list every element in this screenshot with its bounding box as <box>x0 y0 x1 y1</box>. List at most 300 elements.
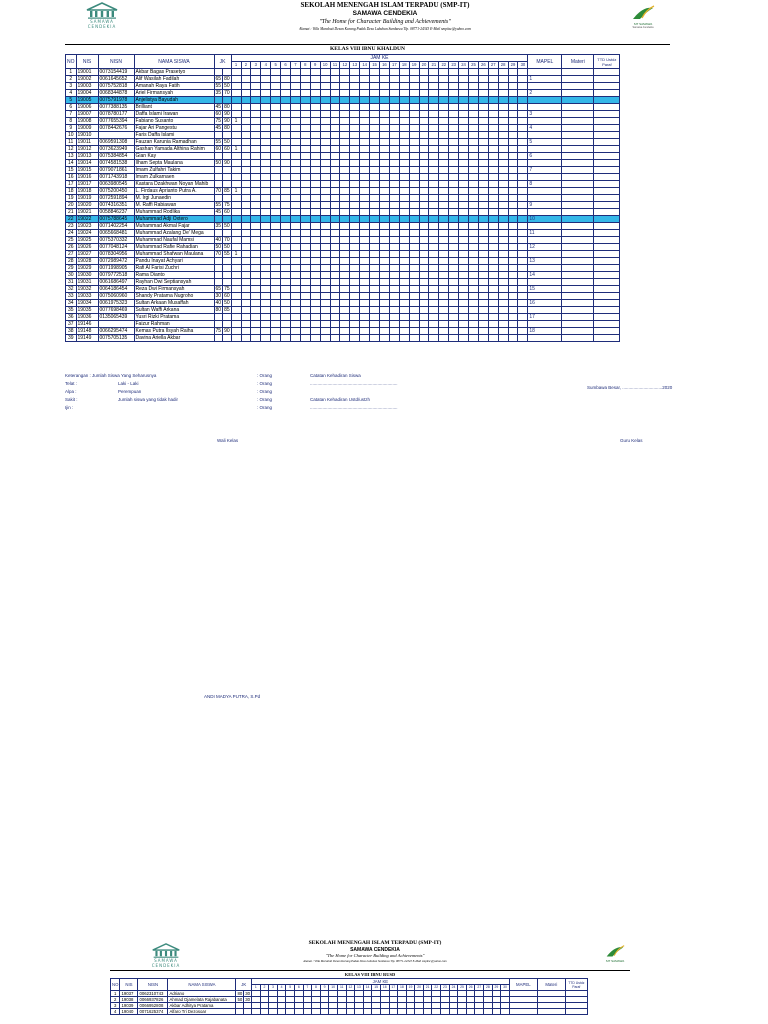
attendance-cell[interactable] <box>449 104 459 111</box>
attendance-cell[interactable] <box>429 202 439 209</box>
attendance-cell[interactable] <box>399 293 409 300</box>
attendance-cell[interactable] <box>478 314 488 321</box>
attendance-cell[interactable] <box>300 279 310 286</box>
attendance-cell[interactable] <box>409 286 419 293</box>
attendance-cell[interactable] <box>478 160 488 167</box>
attendance-cell[interactable] <box>409 279 419 286</box>
attendance-cell[interactable] <box>469 209 479 216</box>
attendance-cell[interactable] <box>271 195 281 202</box>
attendance-cell[interactable] <box>281 335 291 342</box>
attendance-cell[interactable] <box>409 223 419 230</box>
attendance-cell[interactable] <box>389 300 399 307</box>
attendance-cell[interactable] <box>449 76 459 83</box>
attendance-cell[interactable] <box>419 90 429 97</box>
attendance-cell[interactable] <box>409 265 419 272</box>
attendance-cell[interactable] <box>346 1009 355 1015</box>
attendance-cell[interactable] <box>439 167 449 174</box>
attendance-cell[interactable] <box>231 160 241 167</box>
attendance-cell[interactable] <box>330 328 340 335</box>
attendance-cell[interactable] <box>498 188 508 195</box>
attendance-cell[interactable] <box>241 223 251 230</box>
attendance-cell[interactable] <box>501 1009 510 1015</box>
attendance-cell[interactable] <box>439 293 449 300</box>
attendance-cell[interactable] <box>488 202 498 209</box>
attendance-cell[interactable] <box>231 125 241 132</box>
attendance-cell[interactable] <box>419 111 429 118</box>
attendance-cell[interactable] <box>488 321 498 328</box>
attendance-cell[interactable] <box>330 167 340 174</box>
attendance-cell[interactable] <box>310 230 320 237</box>
attendance-cell[interactable] <box>498 237 508 244</box>
attendance-cell[interactable] <box>488 125 498 132</box>
attendance-cell[interactable] <box>310 244 320 251</box>
attendance-cell[interactable] <box>290 272 300 279</box>
attendance-cell[interactable] <box>350 209 360 216</box>
attendance-cell[interactable] <box>290 244 300 251</box>
attendance-cell[interactable] <box>379 160 389 167</box>
attendance-cell[interactable] <box>300 230 310 237</box>
attendance-cell[interactable] <box>320 118 330 125</box>
attendance-cell[interactable] <box>300 223 310 230</box>
attendance-cell[interactable] <box>261 237 271 244</box>
attendance-cell[interactable] <box>478 321 488 328</box>
attendance-cell[interactable] <box>498 195 508 202</box>
attendance-cell[interactable] <box>508 139 518 146</box>
attendance-cell[interactable] <box>449 188 459 195</box>
attendance-cell[interactable] <box>459 139 469 146</box>
attendance-cell[interactable] <box>310 307 320 314</box>
attendance-cell[interactable] <box>310 293 320 300</box>
attendance-cell[interactable] <box>281 83 291 90</box>
attendance-cell[interactable] <box>478 188 488 195</box>
attendance-cell[interactable] <box>488 258 498 265</box>
attendance-cell[interactable] <box>340 132 350 139</box>
attendance-cell[interactable] <box>439 188 449 195</box>
attendance-cell[interactable] <box>360 272 370 279</box>
attendance-cell[interactable] <box>518 265 528 272</box>
attendance-cell[interactable] <box>231 181 241 188</box>
attendance-cell[interactable] <box>320 132 330 139</box>
attendance-cell[interactable] <box>518 286 528 293</box>
attendance-cell[interactable] <box>478 265 488 272</box>
attendance-cell[interactable] <box>330 216 340 223</box>
attendance-cell[interactable] <box>231 83 241 90</box>
attendance-cell[interactable] <box>518 258 528 265</box>
attendance-cell[interactable] <box>281 244 291 251</box>
attendance-cell[interactable] <box>459 90 469 97</box>
attendance-cell[interactable] <box>379 139 389 146</box>
attendance-cell[interactable] <box>251 293 261 300</box>
attendance-cell[interactable] <box>449 328 459 335</box>
attendance-cell[interactable] <box>429 237 439 244</box>
attendance-cell[interactable] <box>290 69 300 76</box>
attendance-cell[interactable] <box>469 76 479 83</box>
attendance-cell[interactable] <box>290 167 300 174</box>
attendance-cell[interactable] <box>231 293 241 300</box>
attendance-cell[interactable] <box>488 160 498 167</box>
attendance-cell[interactable] <box>478 272 488 279</box>
attendance-cell[interactable] <box>469 265 479 272</box>
attendance-cell[interactable] <box>459 223 469 230</box>
attendance-cell[interactable] <box>261 272 271 279</box>
attendance-cell[interactable] <box>340 258 350 265</box>
attendance-cell[interactable] <box>261 223 271 230</box>
attendance-cell[interactable] <box>459 83 469 90</box>
attendance-cell[interactable] <box>508 293 518 300</box>
attendance-cell[interactable] <box>251 265 261 272</box>
attendance-cell[interactable] <box>439 237 449 244</box>
attendance-cell[interactable] <box>251 209 261 216</box>
attendance-cell[interactable] <box>290 230 300 237</box>
attendance-cell[interactable] <box>498 146 508 153</box>
attendance-cell[interactable] <box>310 69 320 76</box>
attendance-cell[interactable] <box>231 328 241 335</box>
attendance-cell[interactable] <box>419 314 429 321</box>
attendance-cell[interactable] <box>459 111 469 118</box>
attendance-cell[interactable] <box>469 244 479 251</box>
attendance-cell[interactable] <box>488 307 498 314</box>
attendance-cell[interactable] <box>320 251 330 258</box>
attendance-cell[interactable] <box>320 244 330 251</box>
attendance-cell[interactable] <box>281 97 291 104</box>
attendance-cell[interactable] <box>439 111 449 118</box>
attendance-cell[interactable] <box>399 195 409 202</box>
attendance-cell[interactable] <box>290 279 300 286</box>
attendance-cell[interactable] <box>508 76 518 83</box>
attendance-cell[interactable] <box>360 76 370 83</box>
attendance-cell[interactable] <box>459 167 469 174</box>
attendance-cell[interactable] <box>409 293 419 300</box>
attendance-cell[interactable] <box>231 174 241 181</box>
attendance-cell[interactable] <box>340 216 350 223</box>
attendance-cell[interactable] <box>399 328 409 335</box>
attendance-cell[interactable] <box>261 244 271 251</box>
attendance-cell[interactable] <box>310 146 320 153</box>
attendance-cell[interactable] <box>261 97 271 104</box>
attendance-cell[interactable] <box>300 153 310 160</box>
attendance-cell[interactable] <box>271 90 281 97</box>
attendance-cell[interactable] <box>281 202 291 209</box>
attendance-cell[interactable] <box>350 188 360 195</box>
attendance-cell[interactable] <box>459 69 469 76</box>
attendance-cell[interactable] <box>449 258 459 265</box>
attendance-cell[interactable] <box>300 258 310 265</box>
attendance-cell[interactable] <box>498 307 508 314</box>
attendance-cell[interactable] <box>469 139 479 146</box>
attendance-cell[interactable] <box>498 272 508 279</box>
attendance-cell[interactable] <box>231 230 241 237</box>
attendance-cell[interactable] <box>469 188 479 195</box>
attendance-cell[interactable] <box>419 97 429 104</box>
attendance-cell[interactable] <box>498 293 508 300</box>
attendance-cell[interactable] <box>251 125 261 132</box>
attendance-cell[interactable] <box>498 202 508 209</box>
attendance-cell[interactable] <box>488 146 498 153</box>
attendance-cell[interactable] <box>252 1009 261 1015</box>
attendance-cell[interactable] <box>498 244 508 251</box>
attendance-cell[interactable] <box>300 244 310 251</box>
attendance-cell[interactable] <box>340 76 350 83</box>
attendance-cell[interactable] <box>459 181 469 188</box>
attendance-cell[interactable] <box>439 265 449 272</box>
attendance-cell[interactable] <box>458 1009 467 1015</box>
attendance-cell[interactable] <box>419 265 429 272</box>
attendance-cell[interactable] <box>310 216 320 223</box>
attendance-cell[interactable] <box>449 223 459 230</box>
attendance-cell[interactable] <box>488 188 498 195</box>
attendance-cell[interactable] <box>379 125 389 132</box>
attendance-cell[interactable] <box>449 83 459 90</box>
attendance-cell[interactable] <box>271 125 281 132</box>
attendance-cell[interactable] <box>518 118 528 125</box>
attendance-cell[interactable] <box>241 272 251 279</box>
attendance-cell[interactable] <box>340 293 350 300</box>
attendance-cell[interactable] <box>478 251 488 258</box>
attendance-cell[interactable] <box>508 132 518 139</box>
attendance-cell[interactable] <box>478 293 488 300</box>
attendance-cell[interactable] <box>488 90 498 97</box>
attendance-cell[interactable] <box>261 76 271 83</box>
attendance-cell[interactable] <box>379 76 389 83</box>
attendance-cell[interactable] <box>286 1009 295 1015</box>
attendance-cell[interactable] <box>518 97 528 104</box>
attendance-cell[interactable] <box>469 69 479 76</box>
attendance-cell[interactable] <box>498 90 508 97</box>
attendance-cell[interactable] <box>478 244 488 251</box>
attendance-cell[interactable] <box>469 97 479 104</box>
attendance-cell[interactable] <box>478 307 488 314</box>
attendance-cell[interactable] <box>449 314 459 321</box>
attendance-cell[interactable] <box>429 76 439 83</box>
attendance-cell[interactable] <box>300 83 310 90</box>
attendance-cell[interactable] <box>508 223 518 230</box>
attendance-cell[interactable] <box>508 167 518 174</box>
attendance-cell[interactable] <box>370 216 380 223</box>
attendance-cell[interactable] <box>449 111 459 118</box>
attendance-cell[interactable] <box>251 314 261 321</box>
attendance-cell[interactable] <box>300 160 310 167</box>
attendance-cell[interactable] <box>429 195 439 202</box>
attendance-cell[interactable] <box>290 216 300 223</box>
attendance-cell[interactable] <box>320 111 330 118</box>
attendance-cell[interactable] <box>478 69 488 76</box>
attendance-cell[interactable] <box>449 139 459 146</box>
attendance-cell[interactable] <box>241 300 251 307</box>
attendance-cell[interactable] <box>409 76 419 83</box>
attendance-cell[interactable] <box>419 230 429 237</box>
attendance-cell[interactable] <box>330 321 340 328</box>
attendance-cell[interactable] <box>508 286 518 293</box>
attendance-cell[interactable] <box>389 153 399 160</box>
attendance-cell[interactable] <box>478 153 488 160</box>
attendance-cell[interactable] <box>360 146 370 153</box>
attendance-cell[interactable] <box>261 300 271 307</box>
attendance-cell[interactable] <box>340 251 350 258</box>
attendance-cell[interactable] <box>290 209 300 216</box>
attendance-cell[interactable] <box>409 328 419 335</box>
attendance-cell[interactable] <box>518 293 528 300</box>
attendance-cell[interactable] <box>231 97 241 104</box>
attendance-cell[interactable] <box>508 111 518 118</box>
attendance-cell[interactable] <box>508 307 518 314</box>
attendance-cell[interactable] <box>379 83 389 90</box>
attendance-cell[interactable] <box>429 111 439 118</box>
attendance-cell[interactable] <box>498 286 508 293</box>
attendance-cell[interactable] <box>488 97 498 104</box>
attendance-cell[interactable] <box>449 125 459 132</box>
attendance-cell[interactable] <box>518 244 528 251</box>
attendance-cell[interactable] <box>241 188 251 195</box>
attendance-cell[interactable] <box>241 335 251 342</box>
attendance-cell[interactable] <box>320 202 330 209</box>
attendance-cell[interactable] <box>419 223 429 230</box>
attendance-cell[interactable] <box>429 335 439 342</box>
attendance-cell[interactable] <box>261 83 271 90</box>
attendance-cell[interactable] <box>251 237 261 244</box>
attendance-cell[interactable] <box>389 139 399 146</box>
attendance-cell[interactable] <box>303 1009 312 1015</box>
attendance-cell[interactable] <box>459 279 469 286</box>
attendance-cell[interactable] <box>310 139 320 146</box>
attendance-cell[interactable] <box>340 279 350 286</box>
attendance-cell[interactable] <box>360 328 370 335</box>
attendance-cell[interactable] <box>439 153 449 160</box>
attendance-cell[interactable] <box>340 272 350 279</box>
attendance-cell[interactable] <box>409 300 419 307</box>
attendance-cell[interactable] <box>518 307 528 314</box>
attendance-cell[interactable] <box>290 160 300 167</box>
attendance-cell[interactable] <box>498 209 508 216</box>
attendance-cell[interactable] <box>231 300 241 307</box>
attendance-cell[interactable] <box>399 174 409 181</box>
attendance-cell[interactable] <box>379 167 389 174</box>
attendance-cell[interactable] <box>360 223 370 230</box>
attendance-cell[interactable] <box>439 139 449 146</box>
attendance-cell[interactable] <box>231 209 241 216</box>
attendance-cell[interactable] <box>399 307 409 314</box>
attendance-cell[interactable] <box>261 139 271 146</box>
attendance-cell[interactable] <box>518 216 528 223</box>
attendance-cell[interactable] <box>310 181 320 188</box>
attendance-cell[interactable] <box>508 160 518 167</box>
attendance-cell[interactable] <box>290 181 300 188</box>
attendance-cell[interactable] <box>370 258 380 265</box>
attendance-cell[interactable] <box>389 244 399 251</box>
attendance-cell[interactable] <box>469 202 479 209</box>
attendance-cell[interactable] <box>439 132 449 139</box>
attendance-cell[interactable] <box>271 153 281 160</box>
attendance-cell[interactable] <box>379 223 389 230</box>
attendance-cell[interactable] <box>518 272 528 279</box>
attendance-cell[interactable] <box>360 258 370 265</box>
attendance-cell[interactable] <box>360 153 370 160</box>
attendance-cell[interactable] <box>466 1009 475 1015</box>
attendance-cell[interactable] <box>271 209 281 216</box>
attendance-cell[interactable] <box>350 83 360 90</box>
attendance-cell[interactable] <box>389 146 399 153</box>
attendance-cell[interactable] <box>310 300 320 307</box>
attendance-cell[interactable] <box>300 293 310 300</box>
attendance-cell[interactable] <box>409 230 419 237</box>
attendance-cell[interactable] <box>449 146 459 153</box>
attendance-cell[interactable] <box>281 328 291 335</box>
attendance-cell[interactable] <box>389 335 399 342</box>
attendance-cell[interactable] <box>508 83 518 90</box>
attendance-cell[interactable] <box>449 195 459 202</box>
attendance-cell[interactable] <box>469 216 479 223</box>
attendance-cell[interactable] <box>518 181 528 188</box>
attendance-cell[interactable] <box>281 300 291 307</box>
attendance-cell[interactable] <box>350 132 360 139</box>
attendance-cell[interactable] <box>488 132 498 139</box>
attendance-cell[interactable] <box>488 209 498 216</box>
attendance-cell[interactable] <box>330 335 340 342</box>
attendance-cell[interactable] <box>409 251 419 258</box>
attendance-cell[interactable] <box>271 111 281 118</box>
attendance-cell[interactable] <box>409 237 419 244</box>
attendance-cell[interactable] <box>251 132 261 139</box>
attendance-cell[interactable] <box>459 153 469 160</box>
attendance-cell[interactable] <box>251 244 261 251</box>
attendance-cell[interactable] <box>419 195 429 202</box>
attendance-cell[interactable] <box>469 237 479 244</box>
attendance-cell[interactable] <box>439 76 449 83</box>
attendance-cell[interactable] <box>399 69 409 76</box>
attendance-cell[interactable] <box>379 188 389 195</box>
attendance-cell[interactable] <box>449 293 459 300</box>
attendance-cell[interactable] <box>360 216 370 223</box>
attendance-cell[interactable] <box>488 195 498 202</box>
attendance-cell[interactable] <box>379 279 389 286</box>
attendance-cell[interactable] <box>281 174 291 181</box>
attendance-cell[interactable] <box>399 265 409 272</box>
attendance-cell[interactable] <box>439 272 449 279</box>
attendance-cell[interactable] <box>380 1009 389 1015</box>
attendance-cell[interactable] <box>449 153 459 160</box>
attendance-cell[interactable] <box>271 216 281 223</box>
attendance-cell[interactable] <box>290 111 300 118</box>
attendance-cell[interactable] <box>399 223 409 230</box>
attendance-cell[interactable] <box>320 97 330 104</box>
attendance-cell[interactable] <box>389 223 399 230</box>
attendance-cell[interactable] <box>241 76 251 83</box>
attendance-cell[interactable] <box>340 111 350 118</box>
attendance-cell[interactable] <box>330 279 340 286</box>
attendance-cell[interactable] <box>320 69 330 76</box>
attendance-cell[interactable] <box>350 97 360 104</box>
attendance-cell[interactable] <box>459 314 469 321</box>
attendance-cell[interactable] <box>350 244 360 251</box>
attendance-cell[interactable] <box>399 146 409 153</box>
attendance-cell[interactable] <box>439 209 449 216</box>
attendance-cell[interactable] <box>508 69 518 76</box>
attendance-cell[interactable] <box>508 181 518 188</box>
attendance-cell[interactable] <box>360 188 370 195</box>
attendance-cell[interactable] <box>330 118 340 125</box>
attendance-cell[interactable] <box>429 209 439 216</box>
attendance-cell[interactable] <box>409 244 419 251</box>
attendance-cell[interactable] <box>508 279 518 286</box>
attendance-cell[interactable] <box>478 118 488 125</box>
attendance-cell[interactable] <box>518 209 528 216</box>
attendance-cell[interactable] <box>312 1009 321 1015</box>
attendance-cell[interactable] <box>419 321 429 328</box>
attendance-cell[interactable] <box>419 300 429 307</box>
attendance-cell[interactable] <box>484 1009 493 1015</box>
attendance-cell[interactable] <box>409 335 419 342</box>
attendance-cell[interactable] <box>459 237 469 244</box>
attendance-cell[interactable] <box>231 258 241 265</box>
